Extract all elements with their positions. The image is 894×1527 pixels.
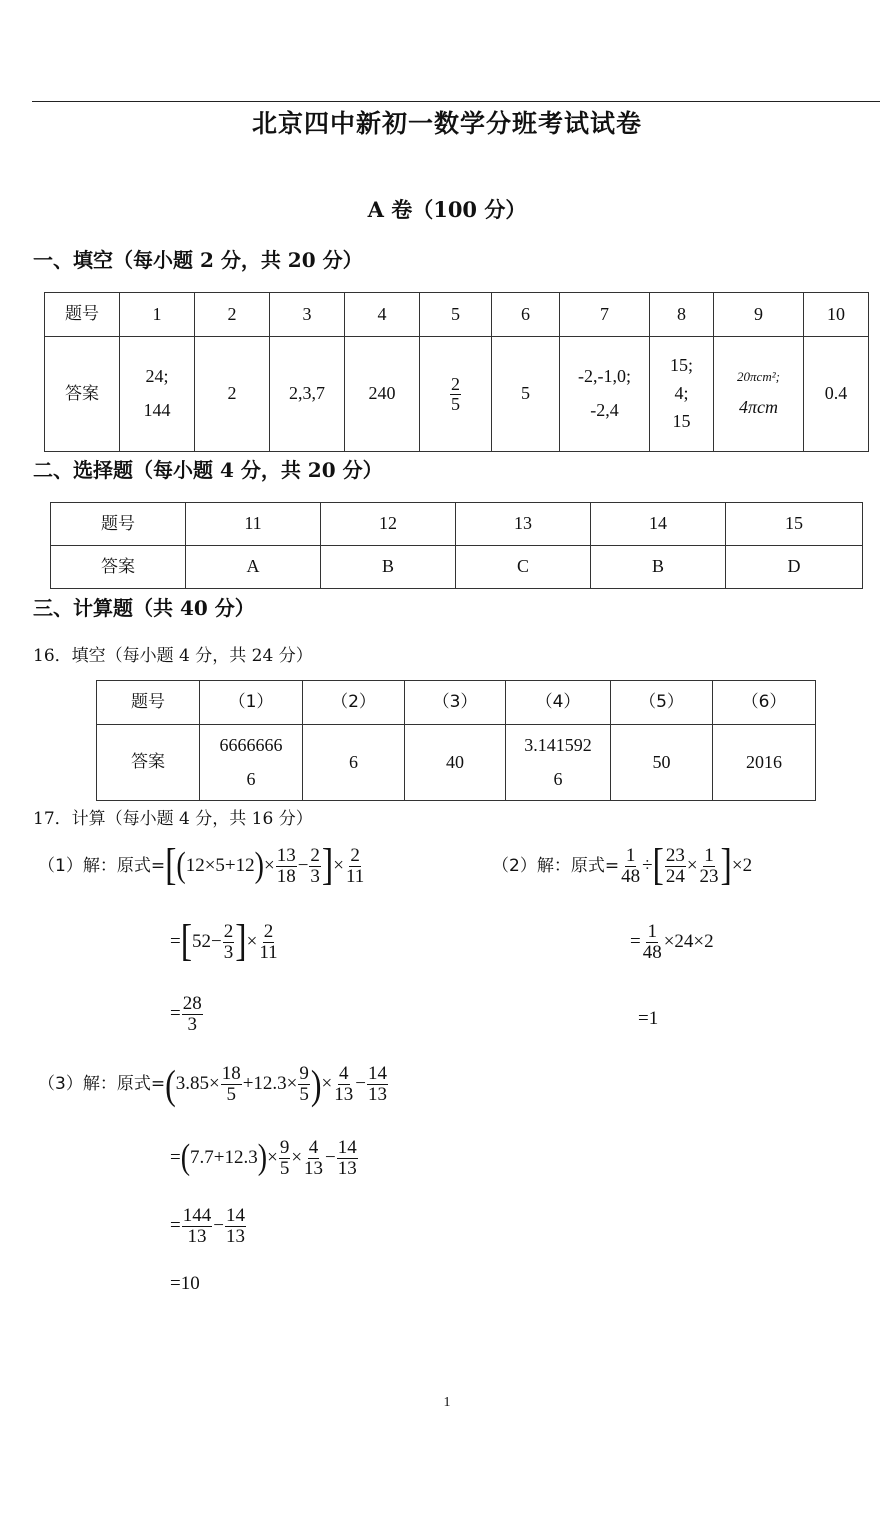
section2-heading: 二、选择题（每小题 4 分，共 20 分） xyxy=(33,458,383,482)
answer-cell: 2,3,7 xyxy=(270,337,345,452)
question-number: 15 xyxy=(726,503,863,546)
solution-3-line-3: = $\frac{144}{13}$ − $\frac{14}{13}$ xyxy=(170,1205,245,1247)
question-number: （6） xyxy=(713,681,816,725)
answer-line: 4πcm xyxy=(738,397,778,418)
question-number: 13 xyxy=(456,503,591,546)
question-number: 5 xyxy=(420,293,492,337)
row-label-answer: 答案 xyxy=(97,725,200,801)
question-number: 10 xyxy=(804,293,869,337)
answer-cell xyxy=(120,337,195,452)
question-number: （1） xyxy=(200,681,303,725)
solution-1-line-1: （1）解：原式=[(12×5+12)× $\frac{13}{18}$ − $\frac{2}{3}$ ]× $\frac{2}{11}$ xyxy=(38,841,365,890)
solution-3-line-4: =10 xyxy=(170,1273,200,1294)
solution-2-line-3: =1 xyxy=(638,1008,659,1029)
question-number: 11 xyxy=(186,503,321,546)
answer-line: 3.141592 xyxy=(524,734,592,755)
solution-2-line-2: = $\frac{1}{48}$ ×24×2 xyxy=(630,921,714,963)
row-label-question: 题号 xyxy=(51,503,186,546)
answer-cell: B xyxy=(591,546,726,589)
page-number: 1 xyxy=(443,1395,451,1410)
solution-label: （2）解：原式= xyxy=(492,855,620,876)
numerator: 2 xyxy=(451,373,460,394)
fraction xyxy=(450,375,461,414)
numerator: 14 xyxy=(225,1205,245,1226)
question-number: 6 xyxy=(492,293,560,337)
answer-line: -2,4 xyxy=(590,400,619,420)
answer-cell xyxy=(650,337,714,452)
top-rule xyxy=(32,101,880,102)
numerator: 28 xyxy=(182,993,202,1014)
table-row xyxy=(45,293,869,337)
table-row xyxy=(97,681,816,725)
question-number: 9 xyxy=(714,293,804,337)
row-label-question: 题号 xyxy=(45,293,120,337)
solution-label: （3）解：原式= xyxy=(38,1073,166,1094)
question-number: 8 xyxy=(650,293,714,337)
denominator: 13 xyxy=(187,1225,207,1247)
paper-subtitle: A 卷（100 分） xyxy=(367,197,527,222)
answer-cell: 2016 xyxy=(713,725,816,801)
answer-cell: 50 xyxy=(611,725,713,801)
question-number: 12 xyxy=(321,503,456,546)
answer-cell xyxy=(200,725,303,801)
answer-cell: 240 xyxy=(345,337,420,452)
calculation-answer-table xyxy=(96,680,816,801)
fill-blank-answer-table xyxy=(44,292,869,452)
answer-cell: B xyxy=(321,546,456,589)
question-number: （3） xyxy=(405,681,506,725)
answer-line: 4; xyxy=(674,383,689,404)
numerator: 144 xyxy=(182,1205,212,1226)
solution-3-line-1: （3）解：原式=(3.85× $\frac{18}{5}$ +12.3× $\frac{9}{5}$ )× $\frac{4}{13}$ − $\frac{14}{13}$ xyxy=(38,1061,387,1108)
question-number: 2 xyxy=(195,293,270,337)
answer-cell: C xyxy=(456,546,591,589)
answer-cell: 0.4 xyxy=(804,337,869,452)
denominator: 3 xyxy=(187,1013,197,1035)
answer-cell: 6 xyxy=(303,725,405,801)
answer-cell: 5 xyxy=(492,337,560,452)
answer-line: 6 xyxy=(553,768,563,789)
q17-heading: 17．计算（每小题 4 分，共 16 分） xyxy=(33,809,313,829)
row-label-question: 题号 xyxy=(97,681,200,725)
answer-line: 6 xyxy=(246,768,256,789)
answer-cell xyxy=(560,337,650,452)
question-number: （5） xyxy=(611,681,713,725)
answer-cell xyxy=(714,337,804,452)
question-number: （2） xyxy=(303,681,405,725)
question-number: 14 xyxy=(591,503,726,546)
solution-1-line-3: = $\frac{28}{3}$ xyxy=(170,993,202,1035)
section1-heading: 一、填空（每小题 2 分，共 20 分） xyxy=(33,248,363,272)
solution-1-line-2: =[52− $\frac{2}{3}$ ]× $\frac{2}{11}$ xyxy=(170,917,278,966)
table-row xyxy=(51,546,863,589)
answer-line: 6666666 xyxy=(219,734,283,755)
answer-cell: D xyxy=(726,546,863,589)
row-label-answer: 答案 xyxy=(51,546,186,589)
answer-line: 15; xyxy=(669,355,693,376)
table-row xyxy=(51,503,863,546)
table-row xyxy=(45,337,869,452)
question-number: 4 xyxy=(345,293,420,337)
solution-2-line-1: （2）解：原式= $\frac{1}{48}$ ÷[ $\frac{23}{24}$ × $\frac{1}{23}$ ]×2 xyxy=(492,841,753,890)
answer-line: -2,-1,0; xyxy=(578,366,631,387)
answer-cell xyxy=(506,725,611,801)
solution-3-line-2: =(7.7+12.3)× $\frac{9}{5}$ × $\frac{4}{13}$ − $\frac{14}{13}$ xyxy=(170,1137,357,1179)
answer-line: 144 xyxy=(143,400,171,420)
multiple-choice-answer-table xyxy=(50,502,863,589)
row-label-answer: 答案 xyxy=(45,337,120,452)
denominator: 13 xyxy=(225,1225,245,1247)
answer-cell: 40 xyxy=(405,725,506,801)
answer-line: 20πcm²; xyxy=(737,368,780,384)
answer-cell xyxy=(420,337,492,452)
answer-line: 24; xyxy=(145,366,169,387)
answer-cell: 2 xyxy=(195,337,270,452)
question-number: （4） xyxy=(506,681,611,725)
solution-label: （1）解：原式= xyxy=(38,855,166,876)
answer-cell: A xyxy=(186,546,321,589)
question-number: 3 xyxy=(270,293,345,337)
page-title: 北京四中新初一数学分班考试试卷 xyxy=(251,109,642,138)
answer-line: 15 xyxy=(672,410,691,431)
question-number: 7 xyxy=(560,293,650,337)
question-number: 1 xyxy=(120,293,195,337)
table-row xyxy=(97,725,816,801)
denominator: 5 xyxy=(451,393,460,414)
q16-heading: 16．填空（每小题 4 分，共 24 分） xyxy=(33,646,313,666)
section3-heading: 三、计算题（共 40 分） xyxy=(33,596,255,620)
